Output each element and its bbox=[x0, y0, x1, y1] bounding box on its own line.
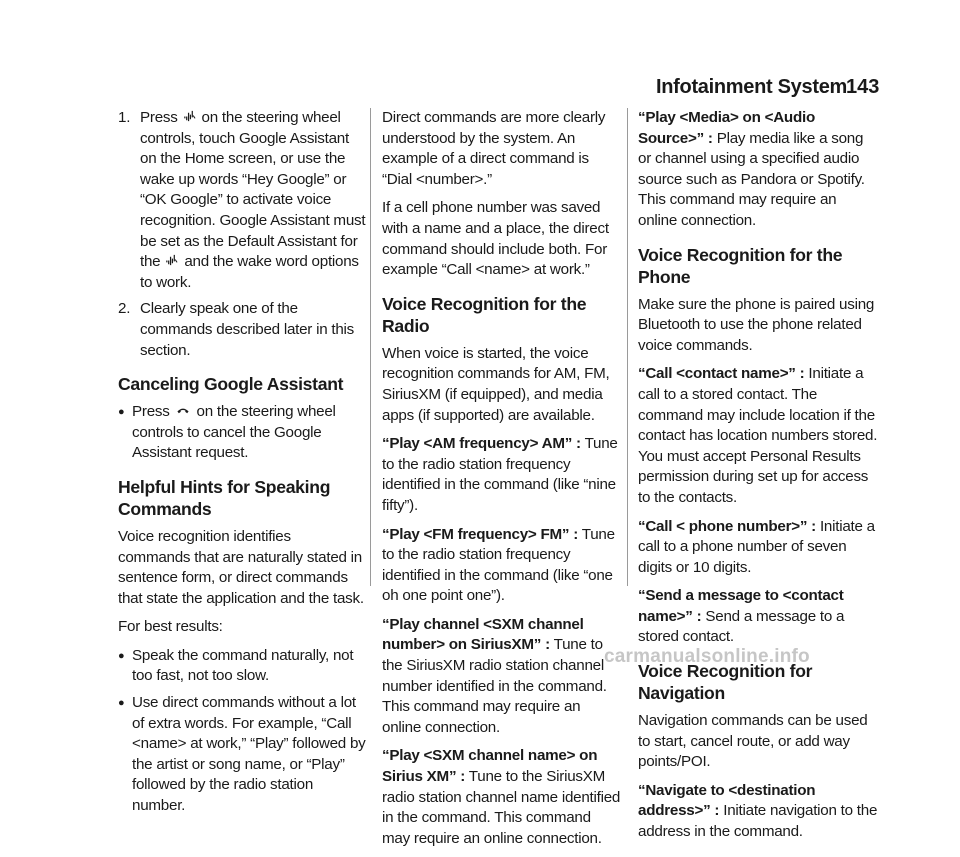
bullet-text: Use direct commands without a lot of extra words. For example, “Call <name> at work,” “Play” followed by the artist or song name, or “Play” followed by the radio station number. bbox=[132, 694, 366, 815]
voice-command-icon bbox=[183, 110, 196, 123]
step-text: Press bbox=[140, 109, 178, 126]
section-heading: Voice Recognition for Navigation bbox=[638, 661, 813, 704]
section-heading: Helpful Hints for Speaking Commands bbox=[118, 476, 331, 519]
step-text: Clearly speak one of the commands described later in this section. bbox=[140, 300, 355, 359]
command-entry bbox=[638, 781, 878, 843]
command-label: “Call <contact name>” : bbox=[638, 365, 805, 383]
bullet-item bbox=[118, 646, 366, 687]
watermark[interactable]: carmanualsonline.info bbox=[604, 646, 810, 667]
command-entry bbox=[382, 434, 622, 516]
end-call-icon bbox=[175, 404, 191, 417]
bullet-text: on the steering wheel controls to cancel the Google Assistant request. bbox=[132, 403, 336, 462]
page-number: 143 bbox=[846, 76, 880, 98]
column-2 bbox=[382, 108, 622, 857]
step-number: 2. bbox=[118, 300, 131, 318]
command-label: “Play <Media> on <Audio Source>” : bbox=[638, 109, 815, 147]
command-label: “Play channel <SXM channel number> on SiriusXM” : bbox=[382, 615, 584, 654]
bullet-item bbox=[118, 693, 366, 817]
command-description: Tune to the radio station frequency identified in the command (like “nine fifty”). bbox=[382, 435, 618, 514]
command-description: Play media like a song or channel using a specified audio source such as Pandora or Spotify. This command may require an online connection. bbox=[638, 129, 865, 229]
paragraph: If a cell phone number was saved with a name and a place, the direct command should include both. For example “Call <name> at work.” bbox=[382, 199, 609, 279]
command-entry bbox=[382, 615, 622, 739]
paragraph: Voice recognition identifies commands that are naturally stated in sentence form, or direct commands that state the application and the task. bbox=[118, 527, 364, 607]
command-entry bbox=[638, 108, 878, 232]
header-title: Infotainment System bbox=[656, 76, 847, 98]
command-entry bbox=[638, 364, 878, 508]
step-text: and the wake word options to work. bbox=[140, 253, 359, 291]
command-description: Initiate a call to a stored contact. The command may include location if the contact has location numbers stored. You must accept Personal Results permission during set up for access to the contacts. bbox=[638, 365, 878, 506]
command-entry bbox=[382, 746, 622, 849]
section-heading: Voice Recognition for the Phone bbox=[638, 244, 843, 287]
column-divider bbox=[370, 108, 371, 586]
paragraph: Direct commands are more clearly understood by the system. An example of a direct command is “Dial <number>.” bbox=[382, 109, 606, 188]
command-description: Initiate a call to a phone number of seven digits or 10 digits. bbox=[638, 517, 875, 576]
section-heading: Voice Recognition for the Radio bbox=[382, 293, 587, 336]
step-1 bbox=[118, 108, 366, 293]
command-description: Tune to the SiriusXM radio station channel number identified in the command. This command may require an online connection. bbox=[382, 636, 607, 736]
step-text: on the steering wheel controls, touch Google Assistant on the Home screen, or use the wake up words “Hey Google” or “OK Google” to activate voice recognition. Google Assistant must be set as the Default Assistant for the bbox=[140, 109, 366, 271]
voice-command-icon bbox=[165, 254, 178, 267]
command-description: Tune to the SiriusXM radio station channel name identified in the command. This command may require an online connection. bbox=[382, 768, 621, 847]
command-label: “Play <FM frequency> FM” : bbox=[382, 525, 579, 543]
section-heading: Canceling Google Assistant bbox=[118, 374, 344, 395]
paragraph: When voice is started, the voice recognition commands for AM, FM, SiriusXM (if equipped), and media apps (if supported) are available. bbox=[382, 344, 610, 424]
command-entry bbox=[382, 525, 622, 607]
command-label: “Navigate to <destination address>” : bbox=[638, 781, 816, 820]
page-header bbox=[0, 0, 960, 100]
command-label: “Play <AM frequency> AM” : bbox=[382, 435, 581, 453]
column-3 bbox=[638, 108, 878, 851]
command-description: Tune to the radio station frequency identified in the command (like “one oh one point one”). bbox=[382, 525, 615, 605]
paragraph: For best results: bbox=[118, 618, 223, 636]
bullet-icon: ● bbox=[118, 649, 125, 662]
bullet-item bbox=[118, 402, 366, 464]
command-description: Initiate navigation to the address in the command. bbox=[638, 802, 878, 841]
paragraph: Navigation commands can be used to start, cancel route, or add way points/POI. bbox=[638, 712, 868, 771]
bullet-text: Speak the command naturally, not too fast, not too slow. bbox=[132, 646, 354, 685]
bullet-icon: ● bbox=[118, 406, 125, 419]
command-label: “Play <SXM channel name> on Sirius XM” : bbox=[382, 747, 598, 786]
column-1 bbox=[118, 108, 366, 823]
command-entry bbox=[638, 586, 878, 648]
command-label: “Call < phone number>” : bbox=[638, 517, 816, 535]
command-description: Send a message to a stored contact. bbox=[638, 607, 845, 646]
paragraph: Make sure the phone is paired using Bluetooth to use the phone related voice commands. bbox=[638, 295, 875, 354]
column-divider bbox=[627, 108, 628, 586]
bullet-text: Press bbox=[132, 403, 170, 421]
bullet-icon: ● bbox=[118, 697, 125, 710]
step-number: 1. bbox=[118, 109, 131, 126]
command-entry bbox=[638, 517, 878, 579]
step-2 bbox=[118, 299, 366, 361]
command-label: “Send a message to <contact name>” : bbox=[638, 587, 844, 625]
